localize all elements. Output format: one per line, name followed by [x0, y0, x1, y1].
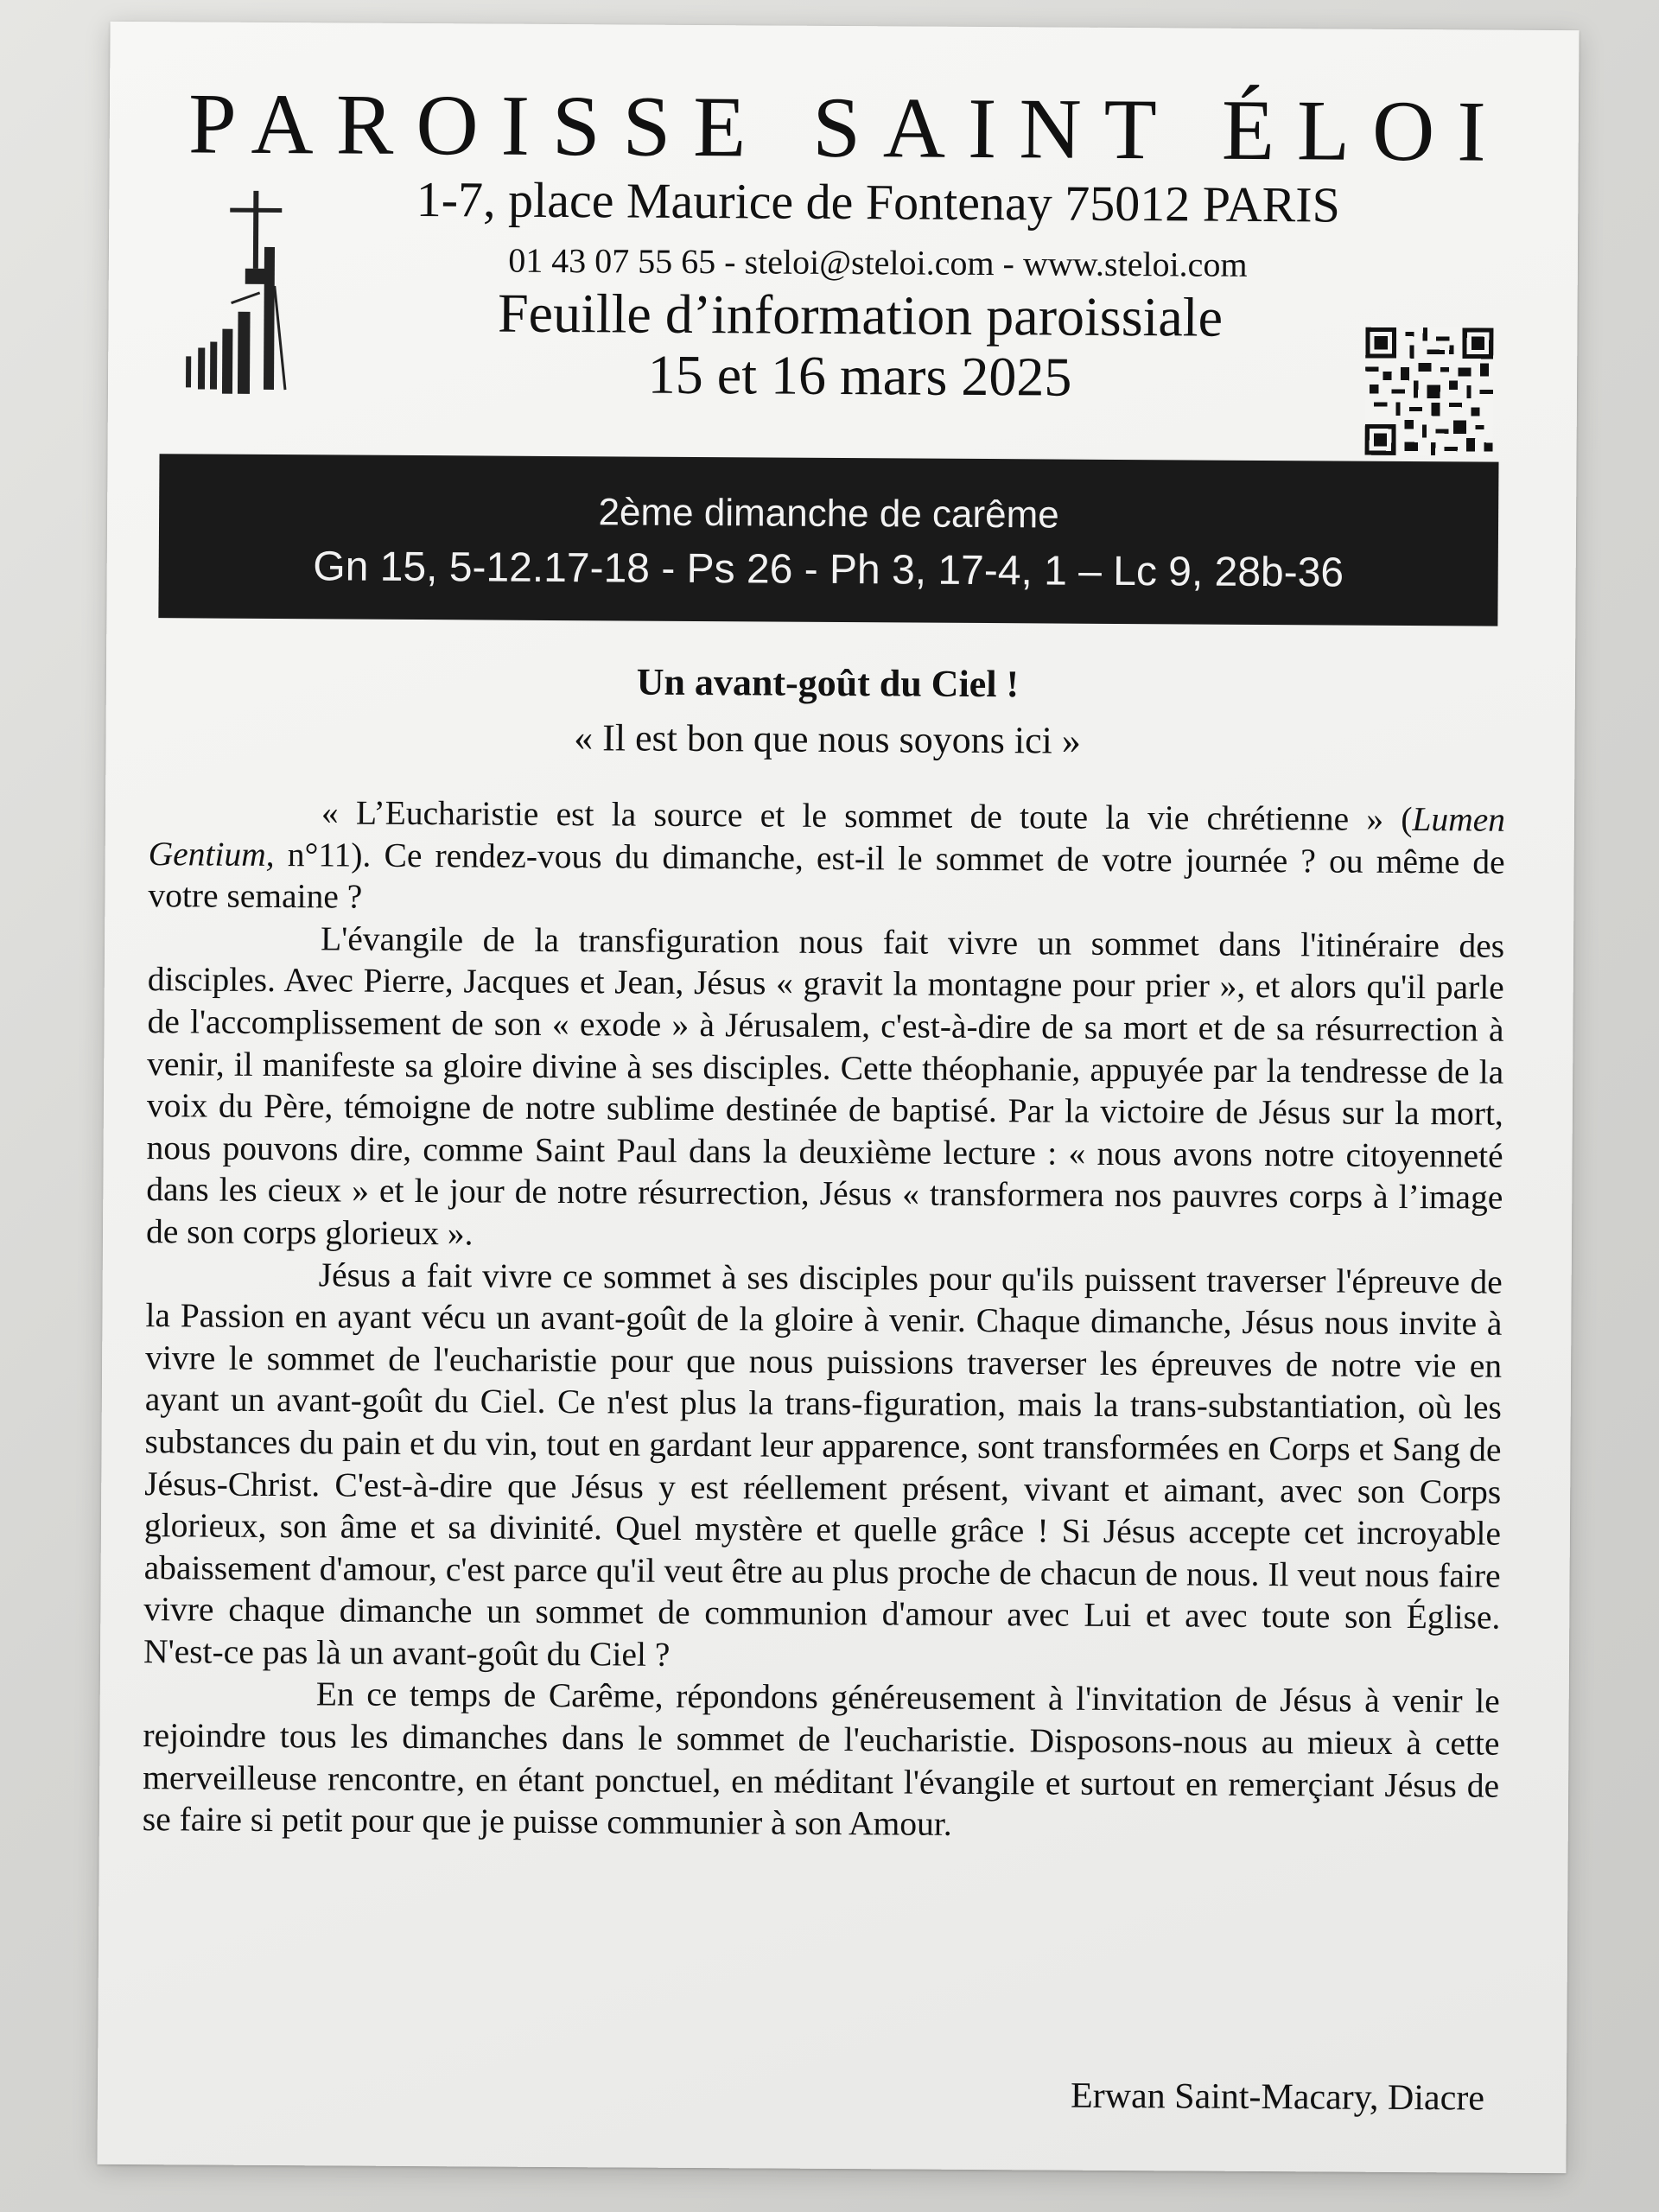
bulletin-subtitle [333, 282, 1388, 409]
bulletin-sheet [97, 22, 1579, 2173]
bulletin-date: 15 et 16 mars 2025 [647, 343, 1072, 408]
paragraph-1-end: n°11). Ce rendez-vous du dimanche, est-il le sommet de votre journée ? ou même de votre semaine ? [148, 835, 1505, 916]
parish-contact: 01 43 07 55 65 - steloi@steloi.com - www.steloi.com [508, 240, 1248, 284]
author-signature: Erwan Saint-Macary, Diacre [1070, 2075, 1485, 2119]
article-title: Un avant-goût du Ciel ! [636, 660, 1020, 706]
bulletin-type: Feuille d’information paroissiale [497, 282, 1224, 348]
scripture-readings: Gn 15, 5-12.17-18 - Ps 26 - Ph 3, 17-4, 1 – Lc 9, 28b-36 [313, 543, 1344, 596]
paragraph-1-start: « L’Eucharistie est la source et le sommet de toute la vie chrétienne » ( [321, 793, 1413, 839]
liturgical-day: 2ème dimanche de carême [598, 491, 1059, 537]
paragraph-1-citation: Lumen Gentium, [148, 800, 1506, 874]
parish-address: 1-7, place Maurice de Fontenay 75012 PARIS [416, 170, 1341, 233]
paragraph-2: L'évangile de la transfiguration nous fait vivre un sommet dans l'itinéraire des disciples. Avec Pierre, Jacques et Jean, Jésus « gravit la montagne pour prier », et alors qu'il parle de l'accomplissement de son « exode » à Jérusalem, c'est-à-dire de sa mort et de sa résurrection à venir, il manifeste sa gloire divine à ses disciples. Cette théophanie, appuyée par la tendresse de la voix du Père, témoigne de notre sublime destinée de baptisé. Par la victoire de Jésus sur la mort, nous pouvons dire, comme Saint Paul dans la deuxième lecture : « nous avons notre citoyenneté dans les cieux » et le jour de notre résurrection, Jésus « transformera nos pauvres corps à l’image de son corps glorieux ». [145, 919, 1505, 1253]
paragraph-3: Jésus a fait vivre ce sommet à ses disciples pour qu'ils puissent traverser l'épreuve de la Passion en ayant vécu un avant-goût de la gloire à venir. Chaque dimanche, Jésus nous invite à vivre le sommet de l'eucharistie pour que nous puissions traverser les épreuves de notre vie en ayant un avant-goût du Ciel. Ce n'est plus la trans-figuration, mais la trans-substantiation, où les substances du pain et du vin, tout en gardant leur apparence, sont transformées en Corps et Sang de Jésus-Christ. C'est-à-dire que Jésus y est réellement présent, vivant et aimant, avec son Corps glorieux, son âme et sa divinité. Quel mystère et quelle grâce ! Si Jésus accepte cet incroyable abaissement d'amour, c'est parce qu'il veut être au plus proche de chacun de nous. Il veut nous faire vivre chaque dimanche un sommet de communion d'amour avec Lui et avec toute son Église. N'est-ce pas là un avant-goût du Ciel ? [143, 1255, 1503, 1674]
paragraph-1 [148, 791, 1505, 925]
article-body [143, 791, 1505, 1848]
liturgy-banner [158, 454, 1498, 626]
parish-name: PAROISSE SAINT ÉLOI [188, 75, 1509, 180]
paragraph-4: En ce temps de Carême, répondons généreusement à l'invitation de Jésus à venir le rejoindre tous les dimanches dans le sommet de l'eucharistie. Disposons-nous au mieux à cette merveilleuse rencontre, en étant ponctuel, en méditant l'évangile et surtout en remerçiant Jésus de se faire si petit pour que je puisse communier à son Amour. [142, 1675, 1500, 1844]
church-logo [177, 164, 317, 424]
qr-code [1365, 327, 1494, 456]
article-quote: « Il est bon que nous soyons ici » [574, 716, 1081, 762]
